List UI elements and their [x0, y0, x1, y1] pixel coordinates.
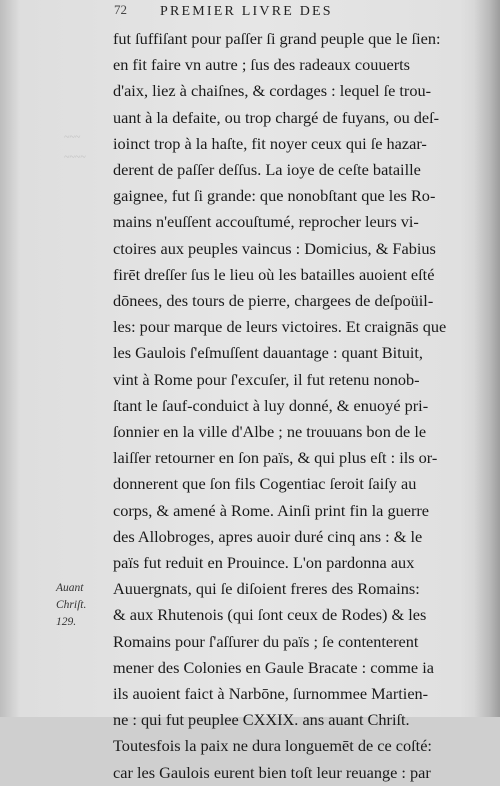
page-gutter-shadow: [474, 0, 500, 717]
show-through-text: ~~~~: [64, 152, 86, 163]
marginal-note-line: 129.: [56, 616, 77, 628]
text-line: dōnees, des tours de pierre, chargees de deſpoüil-: [113, 291, 434, 311]
text-line: corps, & amené à Rome. Ainſi print fin la guerre: [113, 500, 430, 520]
text-line: des Allobroges, apres auoir duré cinq ans : & le: [113, 526, 423, 546]
text-line: vint à Rome pour ſ'excuſer, il fut retenu nonob-: [113, 369, 420, 389]
text-line: en fit faire vn autre ; ſus des radeaux couuerts: [113, 55, 411, 75]
text-line: car les Gaulois eurent bien toſt leur reuange : par: [113, 762, 431, 782]
text-line: païs fut reduit en Prouince. L'on pardonna aux: [113, 553, 415, 573]
text-line: laiſſer retourner en ſon païs, & qui plus eſt : ils or-: [113, 448, 438, 468]
text-line: ctoires aux peuples vaincus : Domicius, & Fabius: [113, 238, 436, 258]
text-line: ſonnier en la ville d'Albe ; ne trouuans bon de le: [113, 422, 427, 442]
text-line: ne : qui fut peuplee CXXIX. ans auant Chriſt.: [113, 710, 410, 730]
text-line: mener des Colonies en Gaule Bracate : comme ia: [113, 657, 434, 677]
text-line: Auuergnats, qui ſe diſoient freres des Romains:: [113, 579, 420, 599]
text-line: & aux Rhutenois (qui ſont ceux de Rodes) & les: [113, 605, 427, 625]
marginal-note-line: Chriſt.: [56, 599, 87, 611]
running-head: PREMIER LIVRE DES: [160, 4, 333, 19]
body-text: [113, 26, 461, 786]
marginal-note: [56, 580, 110, 631]
text-line: ils auoient faict à Narbōne, ſurnommee Martien-: [113, 684, 429, 704]
show-through-text: ~~~: [64, 132, 81, 143]
text-line: d'aix, liez à chaiſnes, & cordages : lequel ſe trou-: [113, 81, 432, 101]
page-number: 72: [114, 2, 127, 17]
text-line: gaignee, fut ſi grande: que nonobſtant que les Ro-: [113, 186, 436, 206]
text-line: donnerent que ſon fils Cogentiac ſeroit ſaiſy au: [113, 474, 417, 494]
text-line: les: pour marque de leurs victoires. Et craignās que: [113, 317, 447, 337]
text-line: Romains pour ſ'aſſurer du païs ; ſe contenterent: [113, 631, 419, 651]
text-line: derent de paſſer deſſus. La ioye de ceſte bataille: [113, 160, 421, 180]
text-line: Toutesfois la paix ne dura longuemēt de ce coſté:: [113, 736, 432, 756]
text-line: ſtant le ſauf-conduict à luy donné, & enuoyé pri-: [113, 395, 429, 415]
marginal-note-line: Auant: [56, 582, 84, 594]
text-line: ioinct trop à la haſte, fit noyer ceux qui ſe hazar-: [113, 133, 427, 153]
text-line: les Gaulois ſ'eſmuſſent dauantage : quant Bituit,: [113, 343, 423, 363]
text-line: firēt dreſſer ſus le lieu où les batailles auoient eſté: [113, 264, 435, 284]
text-line: mains n'euſſent accouſtumé, reprocher leurs vi-: [113, 212, 419, 232]
text-line: uant à la defaite, ou trop chargé de fuyans, ou deſ-: [113, 107, 440, 127]
text-line: fut ſuffiſant pour paſſer ſi grand peuple que le ſien:: [113, 29, 441, 48]
